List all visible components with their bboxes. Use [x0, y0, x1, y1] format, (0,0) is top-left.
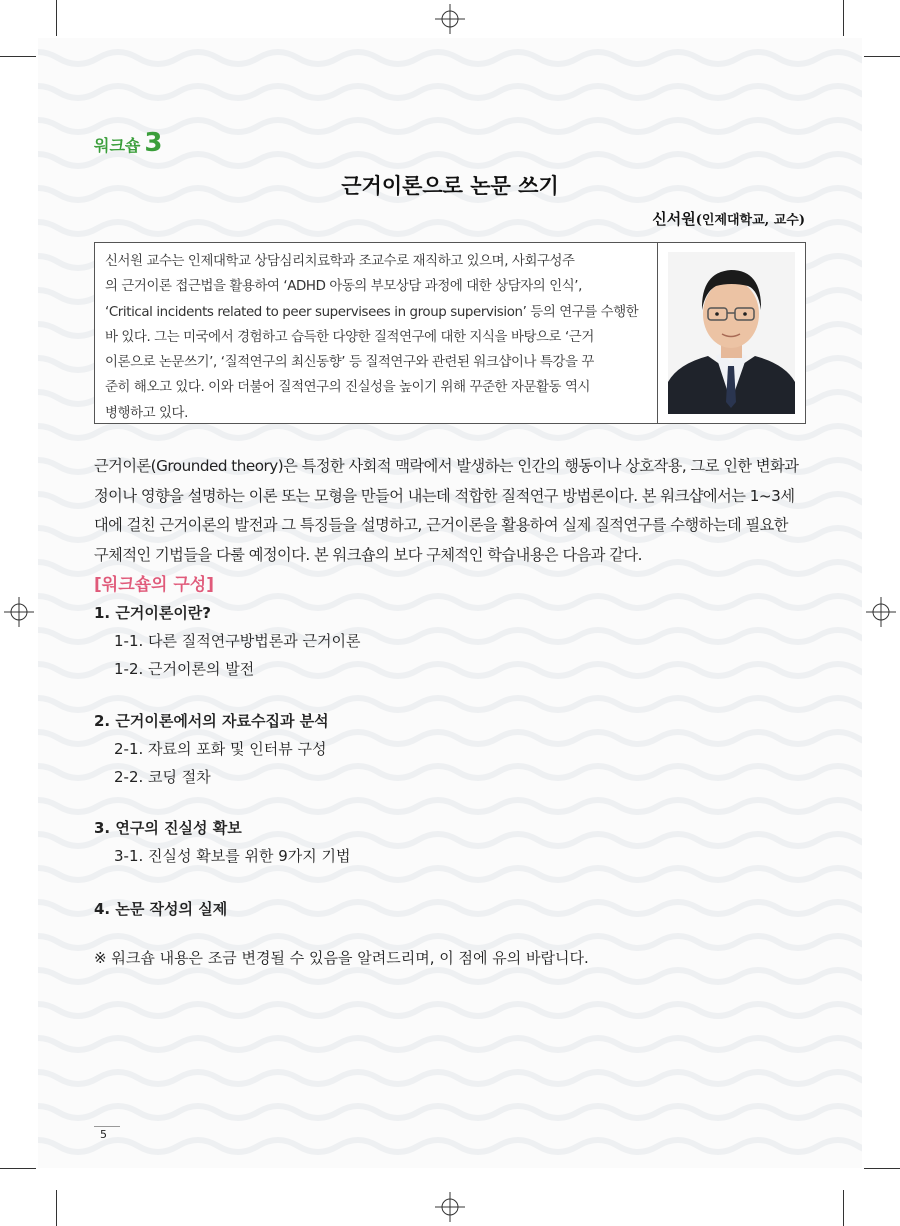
crop-mark — [0, 1168, 36, 1169]
wave-line — [38, 86, 862, 98]
registration-mark — [435, 1192, 465, 1222]
workshop-label: 워크숍 — [94, 136, 141, 155]
page-title: 근거이론으로 논문 쓰기 — [341, 174, 559, 198]
intro-line: 근거이론(Grounded theory)은 특정한 사회적 맥락에서 발생하는 인간의 행동이나 상호작용, 그로 인한 변화과 — [94, 457, 799, 475]
author-line — [652, 208, 805, 229]
registration-mark — [866, 597, 896, 627]
wave-line — [38, 1072, 862, 1084]
crop-mark — [864, 56, 900, 57]
author-portrait-icon — [668, 252, 795, 414]
author-bio — [105, 249, 653, 426]
crop-mark — [843, 1190, 844, 1226]
page-number-rule — [94, 1126, 120, 1127]
registration-mark — [435, 4, 465, 34]
registration-mark — [4, 597, 34, 627]
outline-item: 1. 근거이론이란? — [94, 604, 211, 622]
crop-mark — [56, 0, 57, 36]
outline-item: 2. 근거이론에서의 자료수집과 분석 — [94, 712, 329, 730]
wave-line — [38, 1106, 862, 1118]
workshop-number: 3 — [144, 128, 163, 158]
outline-item: 1-1. 다른 질적연구방법론과 근거이론 — [114, 632, 361, 650]
wave-line — [38, 1004, 862, 1016]
bio-line: 바 있다. 그는 미국에서 경험하고 습득한 다양한 질적연구에 대한 지식을 바탕으로 ‘근거 — [105, 329, 594, 345]
page-number: 5 — [100, 1128, 107, 1141]
outline-item: 2-1. 자료의 포화 및 인터뷰 구성 — [114, 740, 327, 758]
wave-line — [38, 426, 862, 438]
wave-line — [38, 1038, 862, 1050]
intro-paragraph — [94, 452, 814, 570]
outline-item: 3-1. 진실성 확보를 위한 9가지 기법 — [114, 847, 351, 865]
outline-item: 4. 논문 작성의 실제 — [94, 900, 228, 918]
author-bio-box — [94, 242, 806, 424]
wave-line — [38, 698, 862, 710]
wave-line — [38, 970, 862, 982]
section-heading: [워크숍의 구성] — [94, 575, 214, 595]
author-name: 신서원 — [652, 210, 696, 228]
crop-mark — [864, 1168, 900, 1169]
crop-mark — [843, 0, 844, 36]
intro-line: 구체적인 기법들을 다룰 예정이다. 본 워크숍의 보다 구체적인 학습내용은 다음과 같다. — [94, 545, 642, 564]
outline-item: 1-2. 근거이론의 발전 — [114, 660, 255, 678]
intro-line: 대에 걸친 근거이론의 발전과 그 특징들을 설명하고, 근거이론을 활용하여 실제 질적연구를 수행하는데 필요한 — [94, 516, 788, 535]
wave-line — [38, 800, 862, 812]
workshop-tag — [94, 128, 162, 158]
outline-item: 2-2. 코딩 절차 — [114, 768, 211, 786]
bio-line: 준히 해오고 있다. 이와 더불어 질적연구의 진실성을 높이기 위해 꾸준한 자문활동 역시 — [105, 380, 591, 396]
wave-line — [38, 868, 862, 880]
wave-line — [38, 52, 862, 64]
author-photo — [668, 252, 795, 414]
crop-mark — [0, 56, 36, 57]
intro-line: 정이나 영향을 설명하는 이론 또는 모형을 만들어 내는데 적합한 질적연구 방법론이다. 본 워크샵에서는 1~3세 — [94, 486, 795, 505]
bio-line: 의 근거이론 접근법을 활용하여 ‘ADHD 아동의 부모상담 과정에 대한 상담자의 인식’, — [105, 279, 582, 295]
outline-item: 3. 연구의 진실성 확보 — [94, 819, 242, 837]
notice-text: ※ 워크숍 내용은 조금 변경될 수 있음을 알려드리며, 이 점에 유의 바랍니다. — [94, 949, 589, 967]
bio-line: 이론으로 논문쓰기’, ‘질적연구의 최신동향’ 등 질적연구와 관련된 워크샵이나 특강을 꾸 — [105, 355, 594, 371]
author-affiliation: (인제대학교, 교수) — [695, 213, 805, 228]
bio-line: ‘Critical incidents related to peer supervisees in group supervision’ 등의 연구를 수행한 — [105, 304, 639, 320]
bio-line: 신서원 교수는 인제대학교 상담심리치료학과 조교수로 재직하고 있으며, 사회구성주 — [105, 254, 575, 269]
crop-mark — [56, 1190, 57, 1226]
bio-line: 병행하고 있다. — [105, 405, 188, 421]
wave-line — [38, 1140, 862, 1152]
bio-divider — [657, 243, 658, 423]
